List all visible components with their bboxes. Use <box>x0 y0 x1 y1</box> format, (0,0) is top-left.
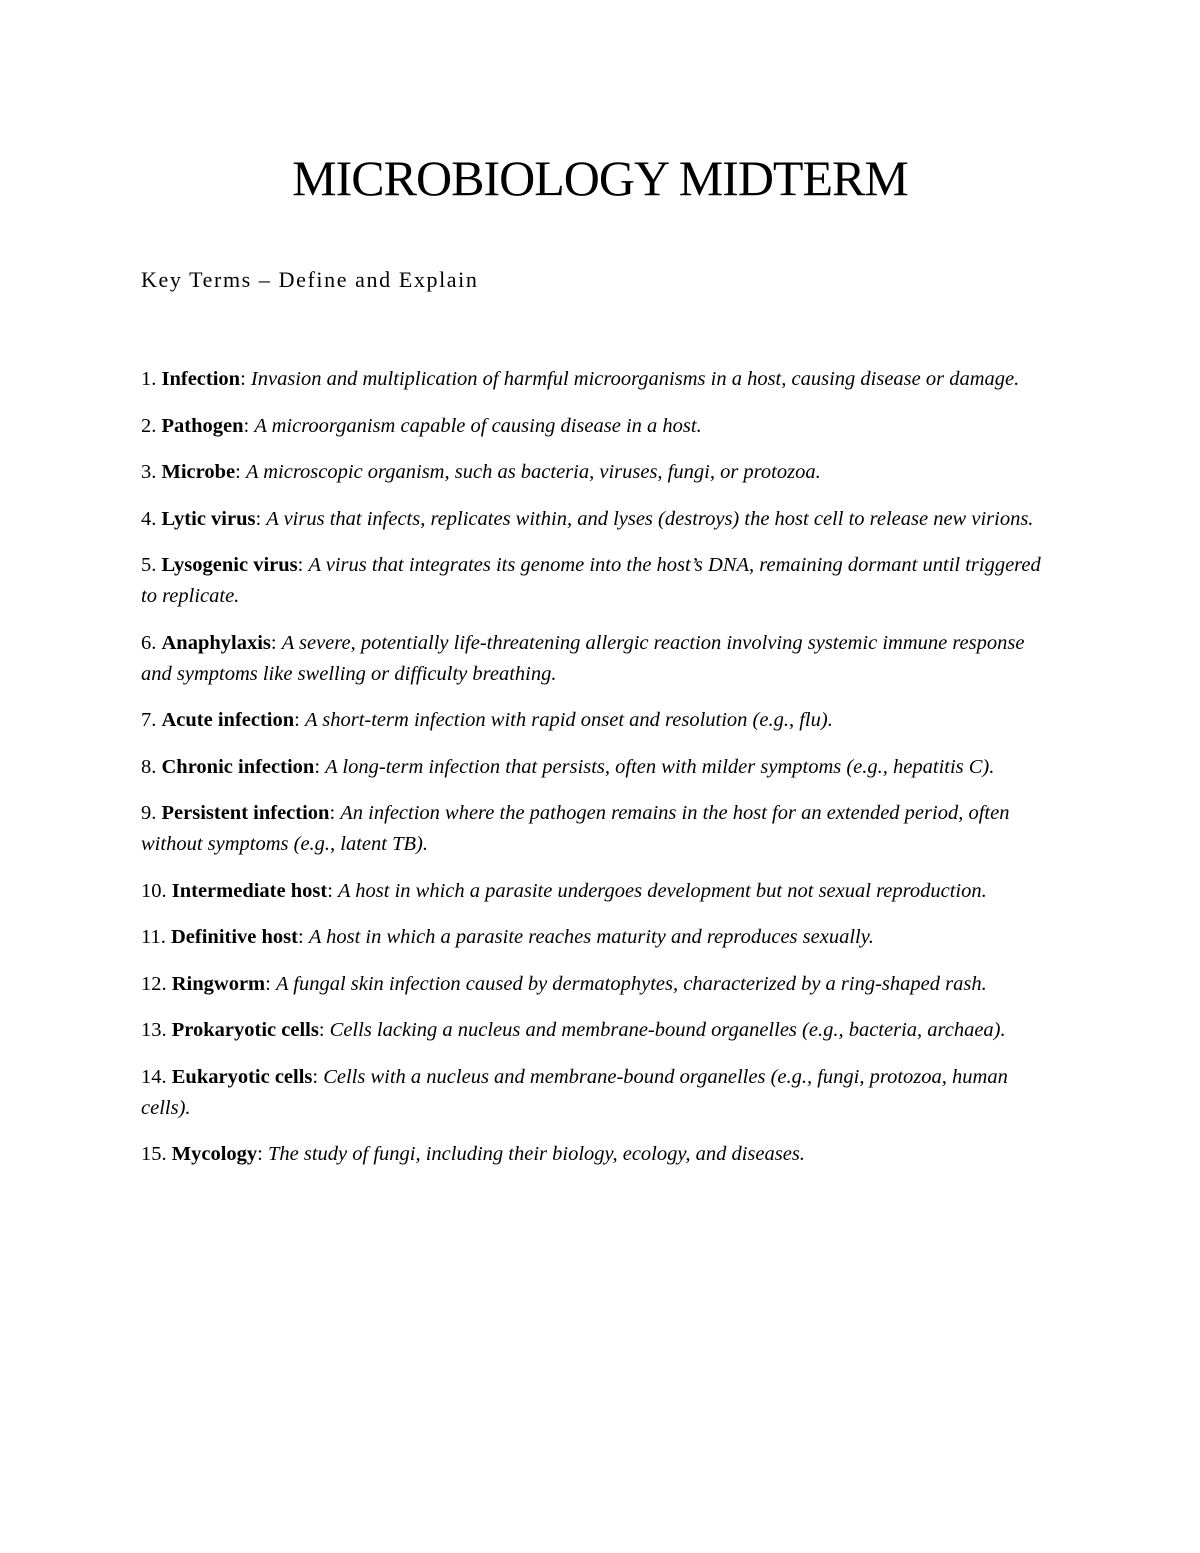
term-number: 4. <box>141 507 157 530</box>
term-name: Lysogenic virus <box>161 554 298 576</box>
term-item: 7. Acute infection: A short-term infection with rapid onset and resolution (e.g., flu). <box>141 709 833 731</box>
term-item: 10. Intermediate host: A host in which a parasite undergoes development but not sexual reproduction. <box>141 879 987 902</box>
term-name: Mycology <box>171 1143 258 1165</box>
term-item: 11. Definitive host: A host in which a parasite reaches maturity and reproduces sexually. <box>141 926 874 948</box>
term-name: Persistent infection <box>161 802 330 824</box>
term-definition: A microscopic organism, such as bacteria, viruses, fungi, or protozoa. <box>245 461 821 483</box>
term-item: 3. Microbe: A microscopic organism, such as bacteria, viruses, fungi, or protozoa. <box>141 461 821 483</box>
term-name: Definitive host <box>171 926 298 948</box>
term-item: 4. Lytic virus: A virus that infects, replicates within, and lyses (destroys) the host cell to release new virions. <box>141 507 1034 530</box>
term-item: 1. Infection: Invasion and multiplication of harmful microorganisms in a host, causing disease or damage. <box>141 368 1020 390</box>
term-number: 1. <box>141 368 157 390</box>
term-definition: A host in which a parasite undergoes development but not sexual reproduction. <box>338 879 987 902</box>
term-name: Microbe <box>161 461 236 483</box>
term-definition: A virus that integrates its genome into the host’s DNA, remaining dormant until triggered to replicate. <box>141 554 1041 607</box>
document-title: MICROBIOLOGY MIDTERM <box>292 150 908 206</box>
key-terms-list <box>141 364 1056 1186</box>
term-name: Lytic virus <box>161 507 256 530</box>
term-name: Acute infection <box>161 709 295 731</box>
term-number: 6. <box>141 631 157 654</box>
term-definition: A virus that infects, replicates within, and lyses (destroys) the host cell to release new virions. <box>266 507 1034 530</box>
term-name: Intermediate host <box>171 879 328 902</box>
term-item: 6. Anaphylaxis: A severe, potentially life-threatening allergic reaction involving systemic immune response and symptoms like swelling or difficulty breathing. <box>141 631 1025 685</box>
term-definition: A severe, potentially life-threatening allergic reaction involving systemic immune response and symptoms like swelling or difficulty breathing. <box>141 631 1025 685</box>
term-item: 12. Ringworm: A fungal skin infection caused by dermatophytes, characterized by a ring-shaped rash. <box>141 972 987 995</box>
term-item: 2. Pathogen: A microorganism capable of causing disease in a host. <box>141 414 702 437</box>
term-number: 2. <box>141 414 157 437</box>
term-definition: A fungal skin infection caused by dermatophytes, characterized by a ring-shaped rash. <box>275 972 987 995</box>
term-definition: A long-term infection that persists, often with milder symptoms (e.g., hepatitis C). <box>325 755 995 778</box>
term-item: 14. Eukaryotic cells: Cells with a nucleus and membrane-bound organelles (e.g., fungi, protozoa, human cells). <box>141 1065 1008 1119</box>
term-name: Chronic infection <box>161 755 315 778</box>
term-name: Ringworm <box>171 972 266 995</box>
term-number: 7. <box>141 709 157 731</box>
term-number: 8. <box>141 755 157 778</box>
term-definition: An infection where the pathogen remains in the host for an extended period, often without symptoms (e.g., latent TB). <box>141 802 1010 855</box>
term-definition: A host in which a parasite reaches maturity and reproduces sexually. <box>308 926 874 948</box>
term-item: 13. Prokaryotic cells: Cells lacking a nucleus and membrane-bound organelles (e.g., bacteria, archaea). <box>141 1019 1006 1041</box>
term-definition: Invasion and multiplication of harmful microorganisms in a host, causing disease or damage. <box>250 368 1020 390</box>
term-name: Pathogen <box>161 414 244 437</box>
term-item: 5. Lysogenic virus: A virus that integrates its genome into the host’s DNA, remaining dormant until triggered to replicate. <box>141 554 1041 607</box>
term-name: Eukaryotic cells <box>171 1065 313 1088</box>
term-number: 10. <box>141 879 167 902</box>
term-definition: A microorganism capable of causing disease in a host. <box>254 414 702 437</box>
term-name: Anaphylaxis <box>161 631 271 654</box>
term-number: 12. <box>141 972 167 995</box>
term-name: Infection <box>161 368 241 390</box>
term-number: 14. <box>141 1065 167 1088</box>
section-heading: Key Terms – Define and Explain <box>141 267 479 292</box>
term-item: 8. Chronic infection: A long-term infection that persists, often with milder symptoms (e.g., hepatitis C). <box>141 755 995 778</box>
term-number: 5. <box>141 554 157 576</box>
term-item: 15. Mycology: The study of fungi, including their biology, ecology, and diseases. <box>141 1143 805 1165</box>
term-number: 13. <box>141 1019 167 1041</box>
term-definition: The study of fungi, including their biology, ecology, and diseases. <box>267 1143 805 1165</box>
term-number: 11. <box>141 926 166 948</box>
term-definition: Cells with a nucleus and membrane-bound organelles (e.g., fungi, protozoa, human cells). <box>141 1065 1008 1119</box>
term-number: 3. <box>141 461 157 483</box>
term-definition: Cells lacking a nucleus and membrane-bound organelles (e.g., bacteria, archaea). <box>329 1019 1006 1041</box>
term-number: 15. <box>141 1143 167 1165</box>
term-number: 9. <box>141 802 157 824</box>
term-item: 9. Persistent infection: An infection where the pathogen remains in the host for an extended period, often without symptoms (e.g., latent TB). <box>141 802 1010 855</box>
term-definition: A short-term infection with rapid onset and resolution (e.g., flu). <box>304 709 833 731</box>
term-name: Prokaryotic cells <box>171 1019 319 1041</box>
